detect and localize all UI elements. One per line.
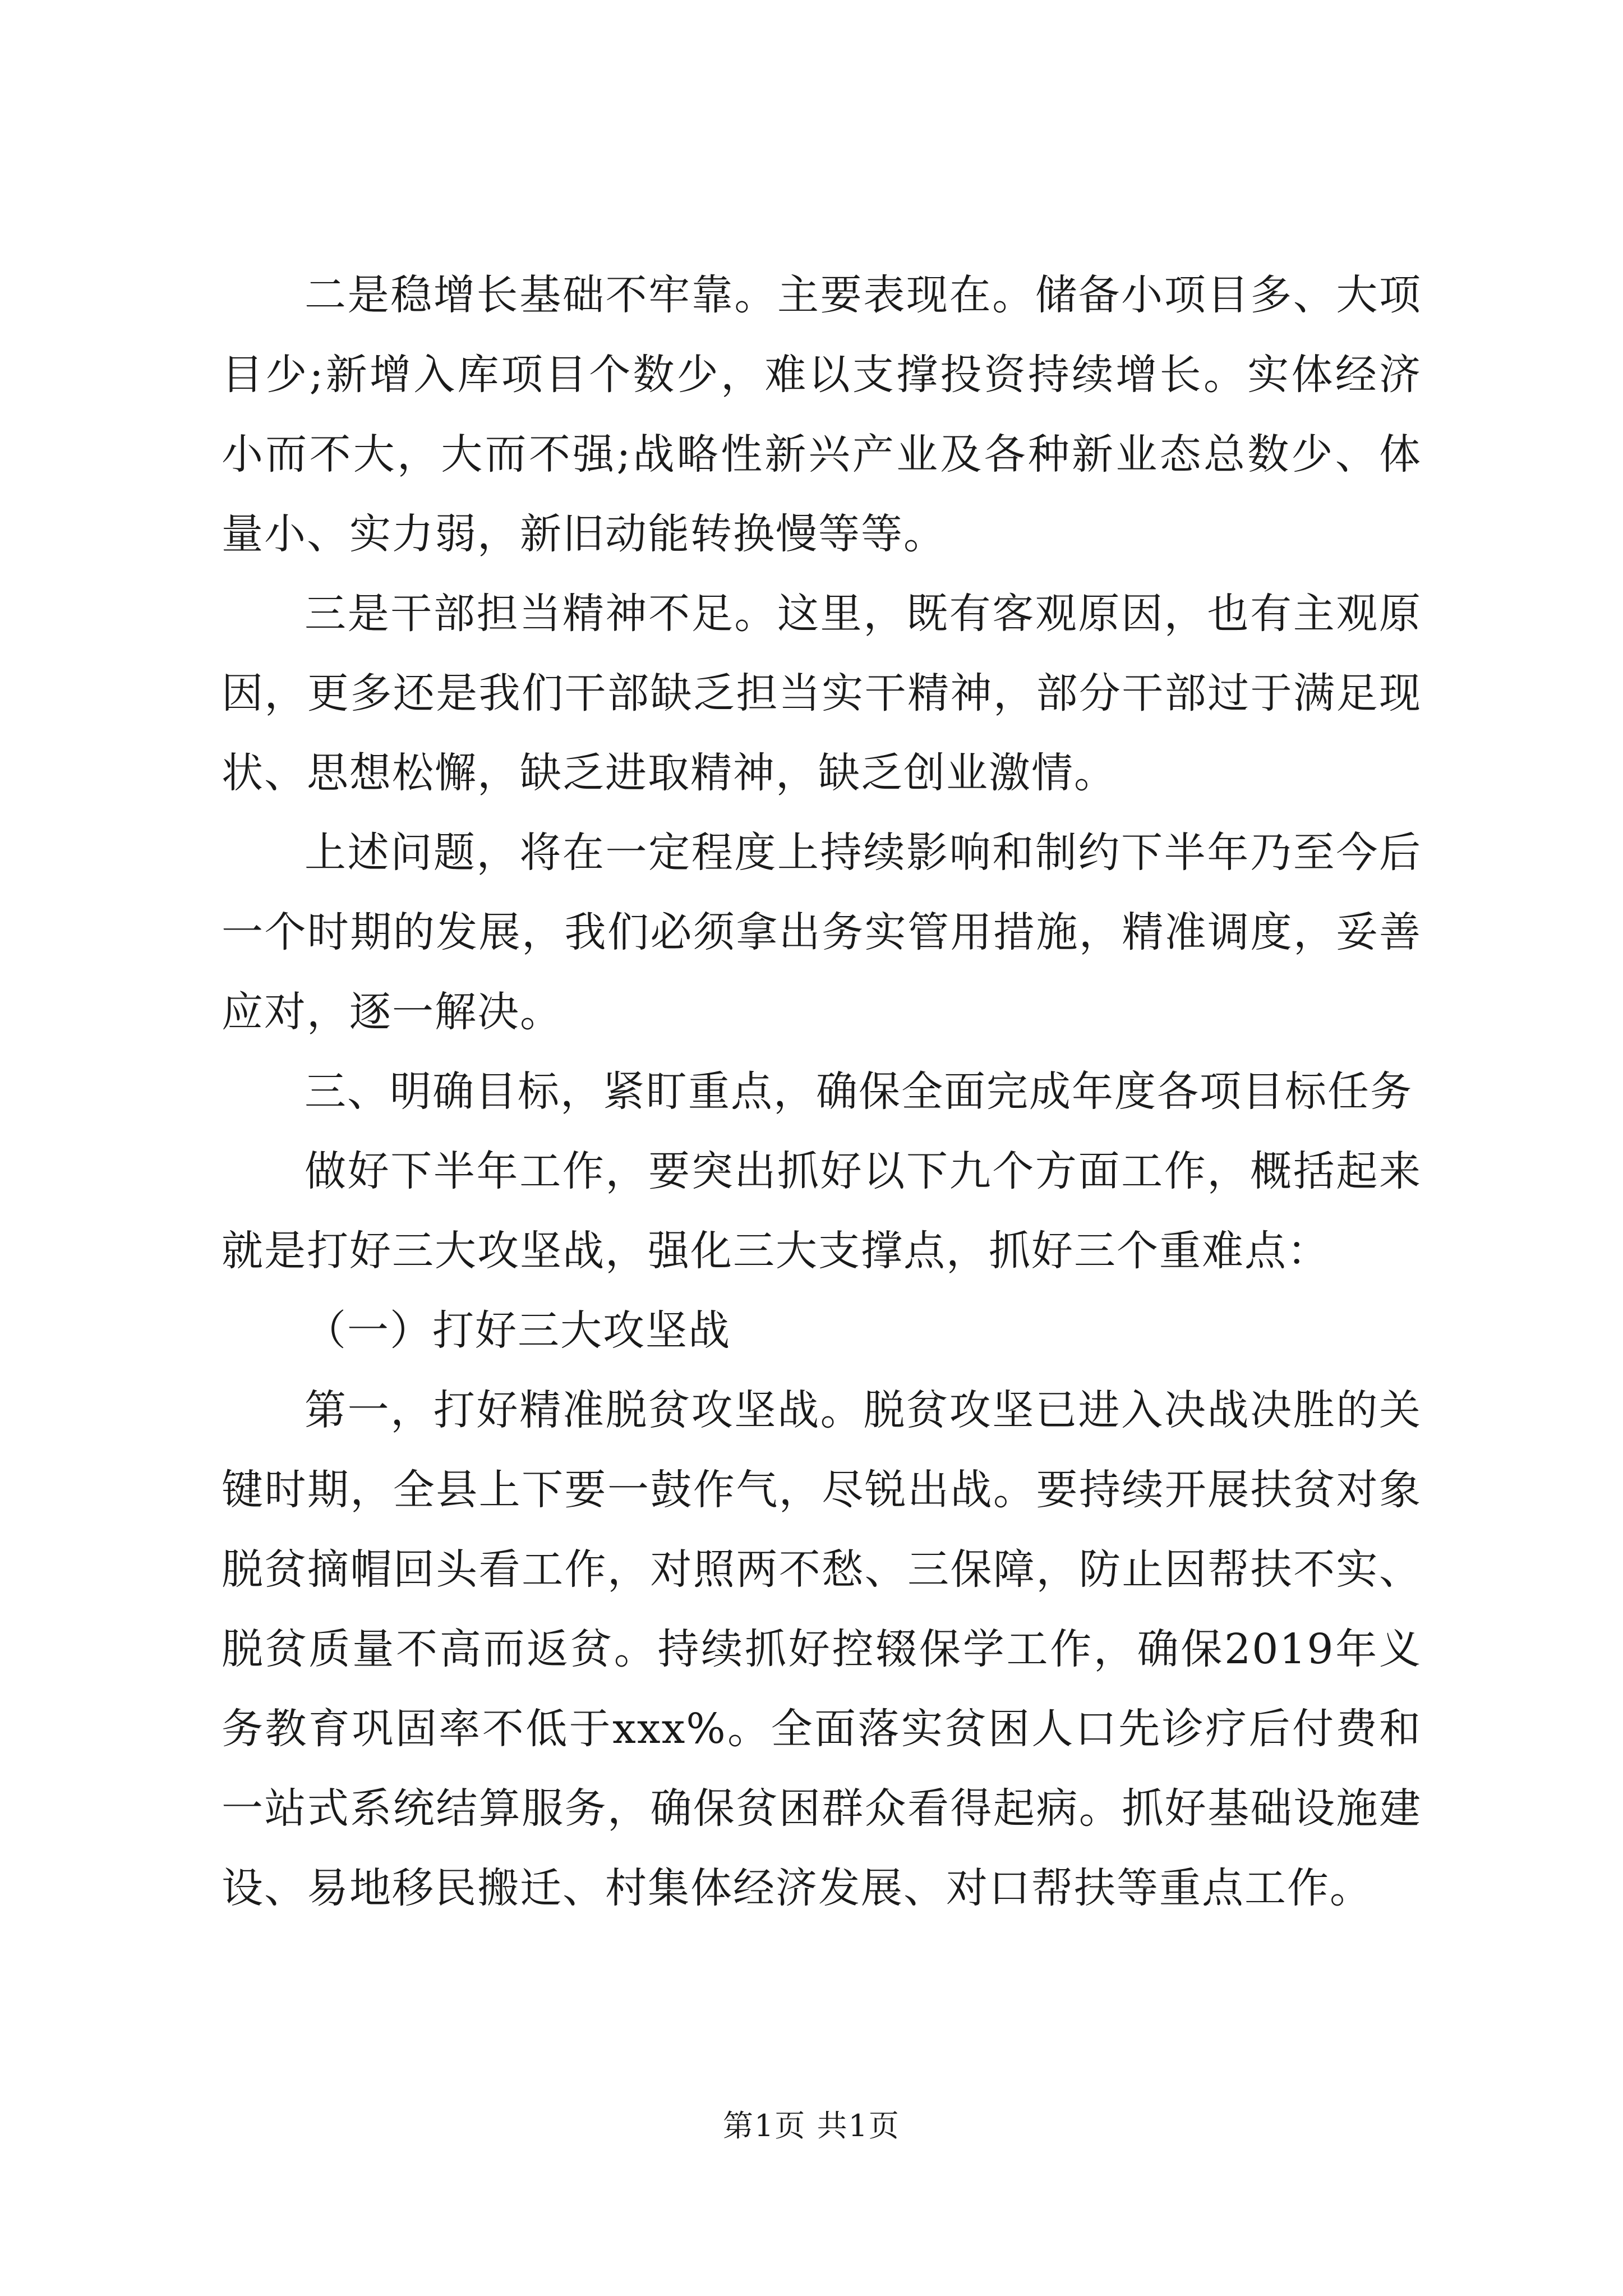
subsection-heading: （一）打好三大攻坚战: [305, 1306, 731, 1355]
section-heading: 三、明确目标，紧盯重点，确保全面完成年度各项目标任务: [305, 1068, 1413, 1116]
paragraph-stability-foundation: 二是稳增长基础不牢靠。主要表现在。储备小项目多、大项目少;新增入库项目个数少，难以支撑投资持续增长。实体经济小而不大，大而不强;战略性新兴产业及各种新业态总数少、体量小、实力弱，新旧动能转换慢等等。: [222, 271, 1422, 558]
document-body: [222, 255, 1422, 1928]
paragraph-poverty-alleviation: 第一，打好精准脱贫攻坚战。脱贫攻坚已进入决战决胜的关键时期，全县上下要一鼓作气，尽锐出战。要持续开展扶贫对象脱贫摘帽回头看工作，对照两不愁、三保障，防止因帮扶不实、脱贫质量不高而返贫。持续抓好控辍保学工作，确保2019年义务教育巩固率不低于xxx%。全面落实贫困人口先诊疗后付费和一站式系统结算服务，确保贫困群众看得起病。抓好基础设施建设、易地移民搬迁、村集体经济发展、对口帮扶等重点工作。: [222, 1386, 1422, 1912]
paragraph-work-overview: 做好下半年工作，要突出抓好以下九个方面工作，概括起来就是打好三大攻坚战，强化三大支撑点，抓好三个重难点：: [222, 1147, 1422, 1275]
paragraph-problems-summary: 上述问题，将在一定程度上持续影响和制约下半年乃至今后一个时期的发展，我们必须拿出务实管用措施，精准调度，妥善应对，逐一解决。: [222, 829, 1422, 1036]
page-footer: 第1页 共1页: [723, 2108, 900, 2143]
paragraph-cadre-spirit: 三是干部担当精神不足。这里，既有客观原因，也有主观原因，更多还是我们干部缺乏担当实干精神，部分干部过于满足现状、思想松懈，缺乏进取精神，缺乏创业激情。: [222, 590, 1422, 797]
